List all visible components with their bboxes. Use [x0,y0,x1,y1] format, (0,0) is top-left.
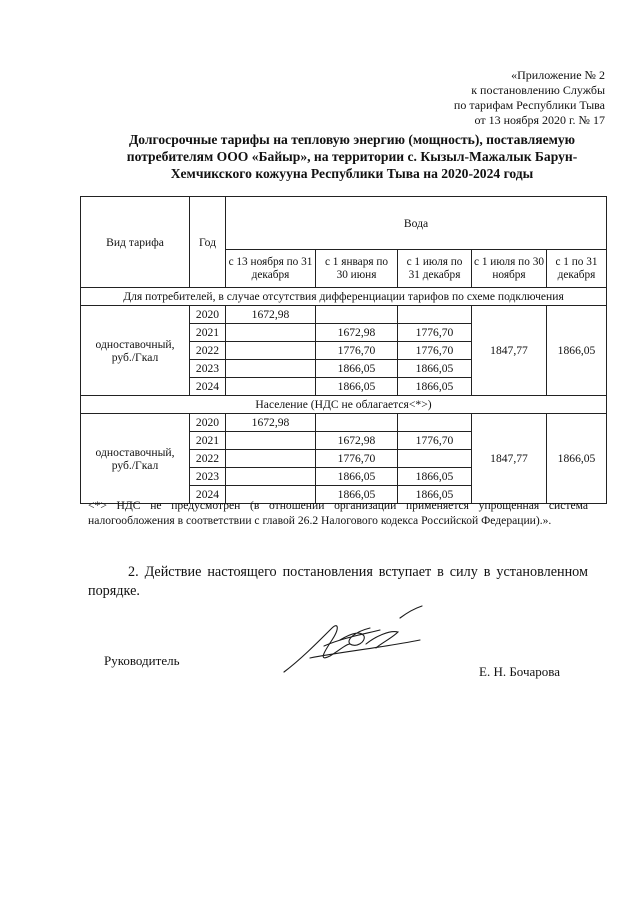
value-cell: 1776,70 [316,342,398,360]
title-line: Долгосрочные тарифы на тепловую энергию (мощность), поставляемую [128,132,576,147]
table-row [81,306,607,324]
year-cell: 2021 [190,324,226,342]
year-cell: 2020 [190,414,226,432]
value-cell [316,414,398,432]
value-cell [398,450,472,468]
value-cell: 1866,05 [316,360,398,378]
appendix-line: от 13 ноября 2020 г. № 17 [474,113,605,127]
group-label: Для потребителей, в случае отсутствия дифференциации тарифов по схеме подключения [81,288,607,306]
tariff-type-cell: одноставочный, руб./Гкал [81,306,190,396]
value-cell: 1866,05 [316,378,398,396]
value-cell: 1776,70 [398,342,472,360]
table-row [81,414,607,432]
footnote: <*> НДС не предусмотрен (в отношении организации применяется упрощенная система налогообложения в соответствии с главой 26.2 Налогового кодекса Российской Федерации).». [88,499,588,527]
signatory-name: Е. Н. Бочарова [479,664,561,679]
title-line: Хемчикского кожууна Республики Тыва на 2020-2024 годы [170,166,534,181]
value-cell: 1672,98 [226,414,316,432]
handwritten-signature [280,600,430,684]
value-cell [398,414,472,432]
table-header-row [81,197,607,250]
merged-value-cell: 1847,77 [472,306,547,396]
year-cell: 2024 [190,378,226,396]
year-cell: 2021 [190,432,226,450]
header-period: с 1 по 31 декабря [547,250,607,288]
value-cell: 1866,05 [398,486,472,504]
appendix-line: к постановлению Службы [471,83,605,97]
year-cell: 2022 [190,342,226,360]
year-cell: 2024 [190,486,226,504]
header-water: Вода [226,197,607,250]
value-cell: 1672,98 [316,324,398,342]
appendix-line: по тарифам Республики Тыва [453,98,605,112]
value-cell [226,432,316,450]
tariff-table [80,196,607,504]
group-label: Население (НДС не облагается<*>) [81,396,607,414]
group-row [81,396,607,414]
value-cell [398,306,472,324]
header-period: с 1 января по 30 июня [316,250,398,288]
signatory-position: Руководитель [104,653,180,668]
merged-value-cell: 1866,05 [547,306,607,396]
header-period: с 13 ноября по 31 декабря [226,250,316,288]
group-row [81,288,607,306]
merged-value-cell: 1866,05 [547,414,607,504]
header-period: с 1 июля по 31 декабря [398,250,472,288]
document-title [96,131,608,182]
year-cell: 2023 [190,360,226,378]
value-cell: 1776,70 [398,432,472,450]
appendix-line: «Приложение № 2 [511,68,605,82]
value-cell: 1866,05 [316,486,398,504]
year-cell: 2023 [190,468,226,486]
header-period: с 1 июля по 30 ноября [472,250,547,288]
value-cell: 1776,70 [398,324,472,342]
year-cell: 2022 [190,450,226,468]
clause-text: 2. Действие настоящего постановления вступает в силу в установленном порядке. [88,564,588,599]
year-cell: 2020 [190,306,226,324]
value-cell [226,378,316,396]
value-cell: 1866,05 [398,468,472,486]
header-tariff-type: Вид тарифа [81,197,190,288]
title-line: потребителям ООО «Байыр», на территории с. Кызыл-Мажалык Барун- [126,149,578,164]
value-cell: 1866,05 [398,378,472,396]
value-cell [226,450,316,468]
value-cell: 1866,05 [316,468,398,486]
appendix-header [454,68,605,128]
value-cell: 1866,05 [398,360,472,378]
value-cell [316,306,398,324]
value-cell [226,342,316,360]
value-cell [226,360,316,378]
value-cell [226,324,316,342]
tariff-type-cell: одноставочный, руб./Гкал [81,414,190,504]
value-cell: 1672,98 [226,306,316,324]
merged-value-cell: 1847,77 [472,414,547,504]
header-year: Год [190,197,226,288]
value-cell: 1776,70 [316,450,398,468]
value-cell: 1672,98 [316,432,398,450]
value-cell [226,468,316,486]
